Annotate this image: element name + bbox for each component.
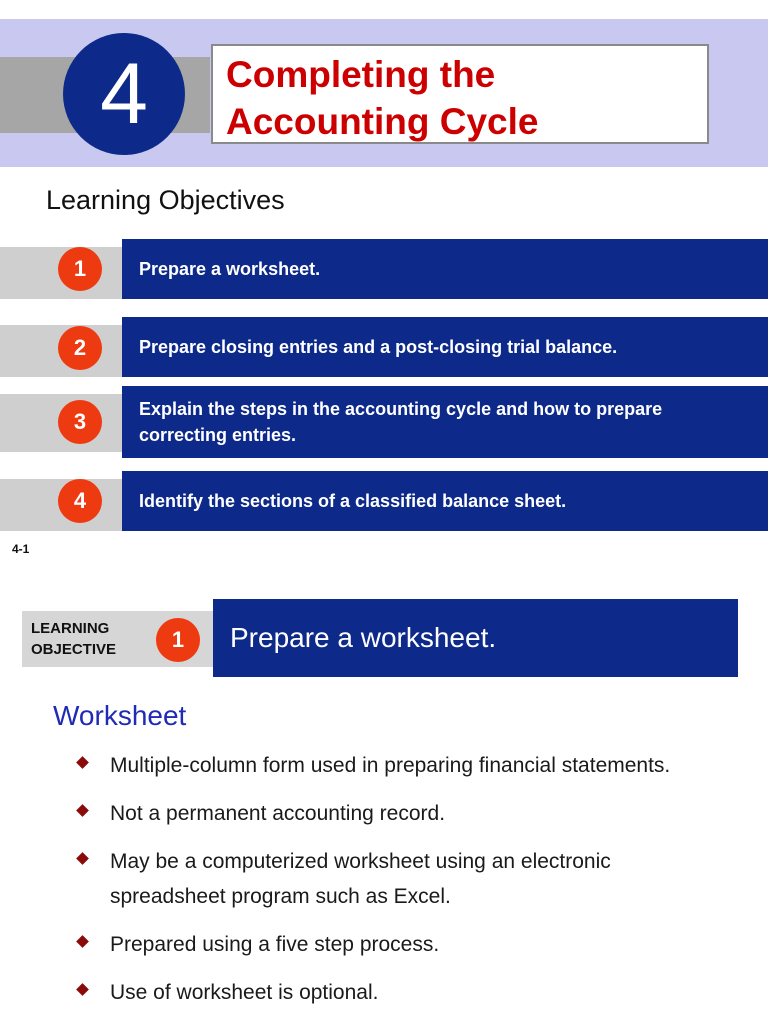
learning-objective-label-line2: OBJECTIVE — [31, 641, 117, 658]
objective-bar — [122, 471, 768, 531]
objective-text: Explain the steps in the accounting cycle and how to prepare correcting entries. — [139, 399, 663, 445]
bullet-text: Prepared using a five step process. — [110, 933, 440, 956]
list-item — [74, 975, 714, 1010]
chapter-title-line2: Accounting Cycle — [226, 101, 539, 142]
learning-objective-label-line1: LEARNING — [31, 620, 110, 637]
diamond-bullet-icon — [76, 756, 89, 769]
page-number: 4-1 — [12, 542, 30, 556]
learning-objectives-heading: Learning Objectives — [46, 185, 285, 215]
learning-objective-number-badge: 1 — [156, 618, 200, 662]
diamond-bullet-icon — [76, 852, 89, 865]
objective-row-3 — [0, 386, 768, 458]
list-item — [74, 796, 714, 831]
chapter-number-badge: 4 — [63, 33, 185, 155]
objective-text: Identify the sections of a classified balance sheet. — [139, 491, 567, 511]
bullet-text: Not a permanent accounting record. — [110, 802, 446, 825]
bullet-text: May be a computerized worksheet using an electronic spreadsheet program such as Excel. — [110, 850, 611, 908]
objective-row-1 — [0, 239, 768, 299]
bullet-text: Use of worksheet is optional. — [110, 981, 379, 1004]
bullet-text: Multiple-column form used in preparing financial statements. — [110, 754, 671, 777]
list-item — [74, 927, 714, 962]
objective-bar — [122, 239, 768, 299]
section-title: Worksheet — [53, 700, 187, 731]
learning-objective-banner-text: Prepare a worksheet. — [230, 622, 497, 653]
objective-bar — [122, 317, 768, 377]
list-item — [74, 844, 714, 914]
objective-text: Prepare a worksheet. — [139, 259, 321, 279]
learning-objective-banner — [213, 599, 738, 677]
objective-bar — [122, 386, 768, 458]
diamond-bullet-icon — [76, 983, 89, 996]
objective-number-badge: 2 — [58, 326, 102, 370]
chapter-title-box — [211, 44, 709, 144]
objective-number-badge: 3 — [58, 400, 102, 444]
objective-number-badge: 4 — [58, 479, 102, 523]
list-item — [74, 748, 714, 783]
chapter-title-line1: Completing the — [226, 54, 496, 95]
learning-objective-label — [31, 618, 116, 660]
diamond-bullet-icon — [76, 804, 89, 817]
objective-number-badge: 1 — [58, 247, 102, 291]
bullet-list — [74, 748, 714, 1023]
objective-text: Prepare closing entries and a post-closing trial balance. — [139, 337, 618, 357]
objective-row-4 — [0, 471, 768, 531]
diamond-bullet-icon — [76, 935, 89, 948]
objective-row-2 — [0, 317, 768, 377]
